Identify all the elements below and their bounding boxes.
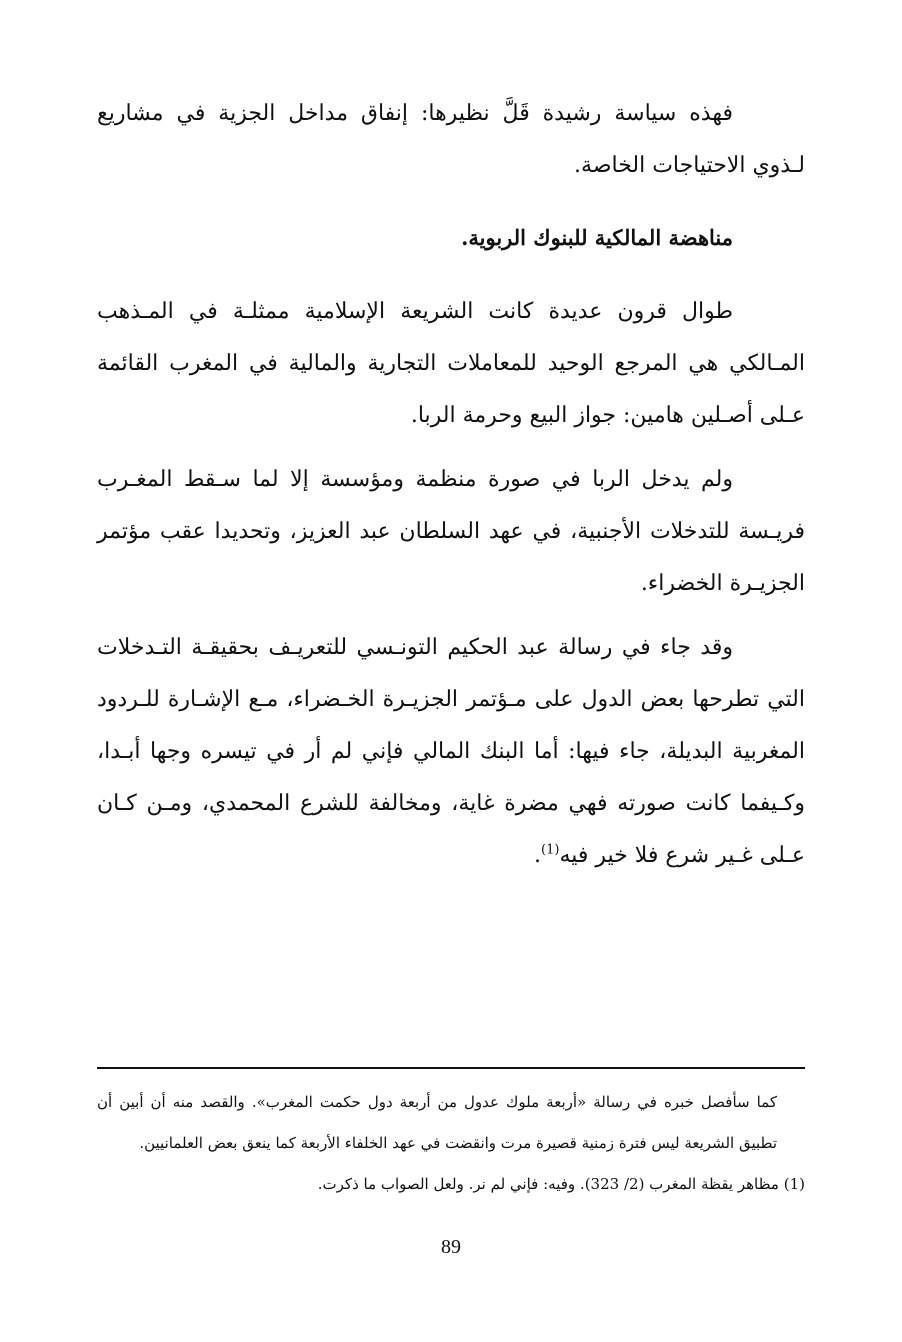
paragraph-4-end: . [534, 843, 541, 868]
paragraph-3-text: ولم يدخل الربا في صورة منظمة ومؤسسة إلا لما سـقط المغـرب فريـسة للتدخلات الأجنبية، في عهد السلطان عبد العزيز، وتحديدا عقب مؤتمر الجزيـرة الخضراء. [97, 467, 805, 596]
footnote-1: (1) مظاهر يقظة المغرب (2/ 323). وفيه: فإني لم نر. ولعل الصواب ما ذكرت. [317, 1175, 805, 1193]
paragraph-1-text: فهذه سياسة رشيدة قَلَّ نظيرها: إنفاق مداخل الجزية في مشاريع لـذوي الاحتياجات الخاصة. [97, 101, 805, 178]
paragraph-3 [97, 454, 805, 610]
paragraph-1 [97, 88, 805, 192]
footnote-continued: كما سأفصل خبره في رسالة «أربعة ملوك عدول من أربعة دول حكمت المغرب». والقصد منه أن أبين أن تطبيق الشريعة ليس فترة زمنية قصيرة مرت وانقضت في عهد الخلفاء الأربعة كما ينعق بعض العلمانيين. [97, 1093, 777, 1152]
footnote-reference[interactable]: (1) [541, 842, 560, 858]
footnotes [97, 1082, 805, 1205]
footnote-divider [97, 1067, 805, 1069]
paragraph-4 [97, 622, 805, 882]
paragraph-2 [97, 286, 805, 442]
paragraph-4-text: وقد جاء في رسالة عبد الحكيم التونـسي للتعريـف بحقيقـة التـدخلات التي تطرحها بعض الدول على مـؤتمر الجزيـرة الخـضراء، مـع الإشـارة للـردود المغربية البديلة، جاء فيها: أما البنك المالي فإني لم أر في تيسره وجها أبـدا، وكـيفما كانت صورته فهي مضرة غاية، ومخالفة للشرع المحمدي، ومـن كـان عـلى غـير شرع فلا خير فيه [97, 635, 805, 868]
page-number: 89 [441, 1236, 461, 1258]
section-heading: مناهضة المالكية للبنوك الربوية. [461, 225, 733, 250]
paragraph-2-text: طوال قرون عديدة كانت الشريعة الإسلامية ممثلـة في المـذهب المـالكي هي المرجع الوحيد للمعاملات التجارية والمالية في المغرب القائمة عـلى أصـلين هامين: جواز البيع وحرمة الربا. [97, 299, 805, 428]
main-text [97, 88, 805, 882]
